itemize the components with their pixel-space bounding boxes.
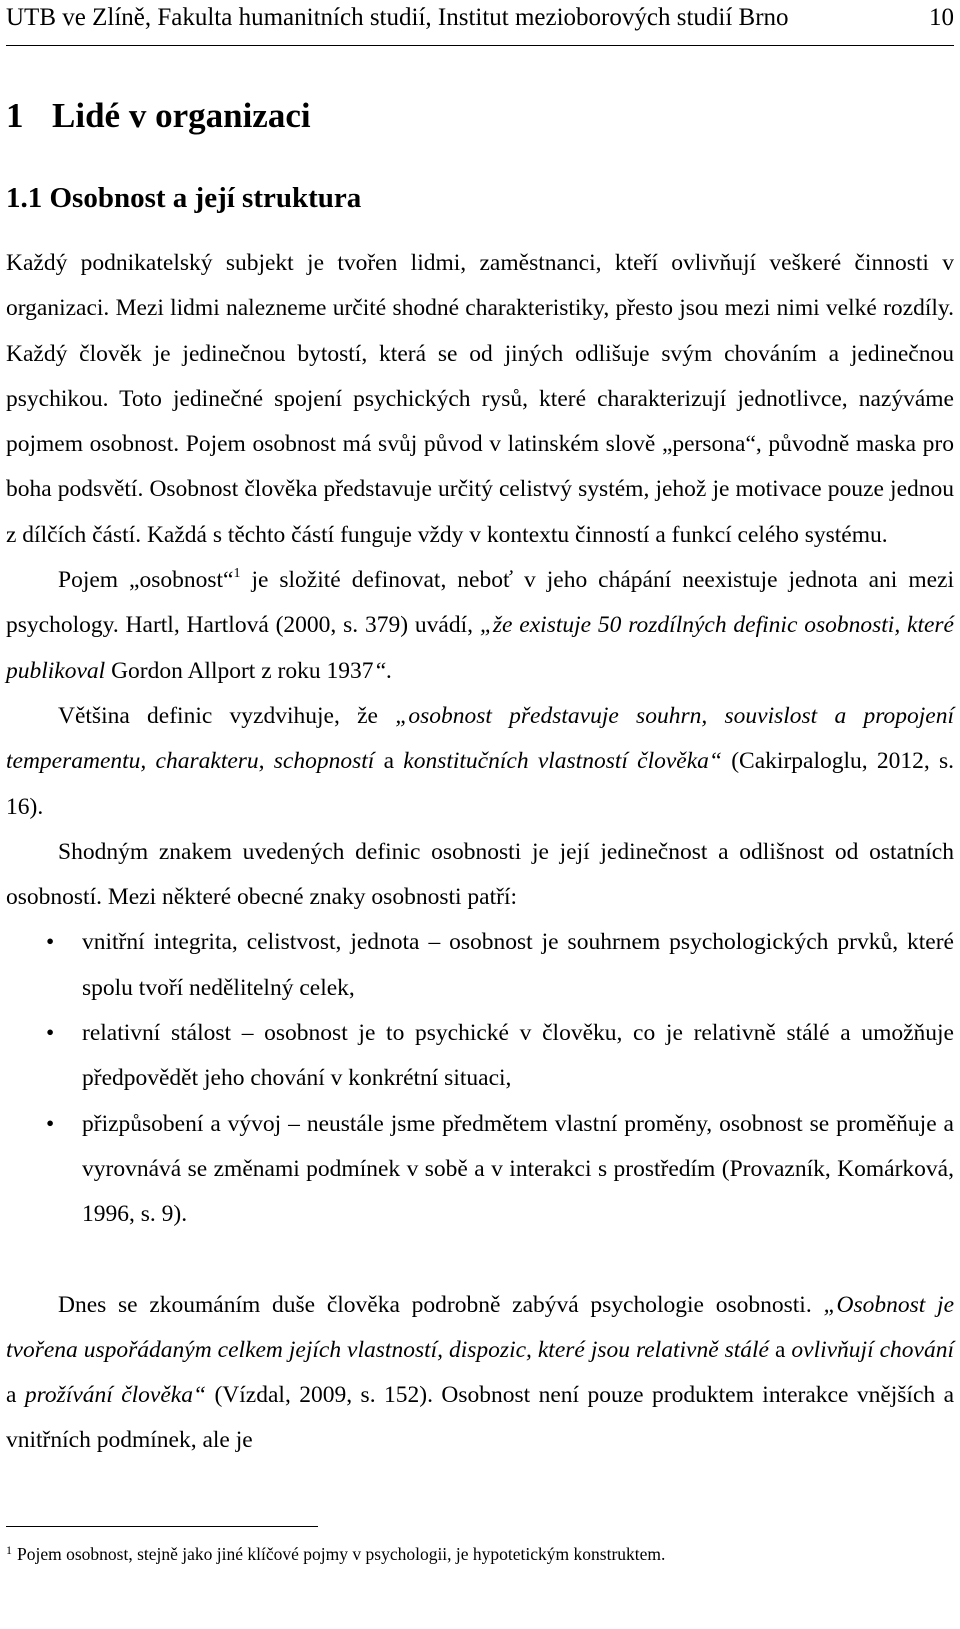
page-number: 10: [929, 4, 954, 31]
paragraph-2-quote-end: “.: [373, 657, 393, 684]
paragraph-5-quote-2: ovlivňují chování: [791, 1336, 954, 1363]
paragraph-3-quote-2: konstitučních vlastností člověka“: [403, 748, 722, 775]
list-item: [6, 1011, 954, 1102]
paragraph-5-quote-1: „Osobnost je tvořena uspořádaným celkem jejích vlastností, dispozic, které jsou relativně stálé: [6, 1291, 954, 1363]
bullet-icon: •: [46, 1020, 55, 1047]
paragraph-5-text-c: a: [6, 1382, 25, 1409]
paragraph-5-quote-3: prožívání člověka“: [24, 1382, 207, 1409]
body-text: [6, 241, 954, 1464]
header-rule: [6, 45, 954, 46]
paragraph-4: Shodným znakem uvedených definic osobnosti je její jedinečnost a odlišnost od ostatních osobností. Mezi některé obecné znaky osobnosti patří:: [6, 838, 954, 911]
paragraph-2-text-c: Gordon Allport z roku 1937: [105, 657, 374, 684]
paragraph-2-quote: „že existuje 50 rozdílných definic osobnosti, které publikoval: [6, 612, 954, 684]
footnote: [6, 1542, 954, 1566]
paragraph-5-text-d: (Vízdal, 2009, s. 152). Osobnost není pouze produktem interakce vnějších a vnitřních podmínek, ale je: [6, 1382, 955, 1454]
paragraph-2: [6, 558, 954, 694]
paragraph-1: Každý podnikatelský subjekt je tvořen lidmi, zaměstnanci, kteří ovlivňují veškeré činnosti v organizaci. Mezi lidmi nalezneme určité shodné charakteristiky, přesto jsou mezi nimi velké rozdíly. Každý člověk je jedinečnou bytostí, která se od jiných odlišuje svým chováním a jedinečnou psychikou. Toto jedinečné spojení psychických rysů, které charakterizují jednotlivce, nazýváme pojmem osobnost. Pojem osobnost má svůj původ v latinském slově „persona“, původně maska pro boha podsvětí. Osobnost člověka představuje určitý celistvý systém, jehož je motivace pouze jednou z dílčích částí. Každá s těchto částí funguje vždy v kontextu činností a funkcí celého systému.: [6, 250, 954, 548]
bullet-icon: •: [46, 929, 55, 956]
chapter-title: Lidé v organizaci: [52, 96, 311, 135]
header-text: UTB ve Zlíně, Fakulta humanitních studií, Institut mezioborových studií Brno: [6, 4, 789, 31]
paragraph-2-text-a: Pojem „osobnost“: [58, 567, 234, 594]
chapter-number: 1: [6, 96, 24, 135]
list-item-text: vnitřní integrita, celistvost, jednota – osobnost je souhrnem psychologických prvků, které spolu tvoří nedělitelný celek,: [82, 929, 954, 1001]
list-item-text: relativní stálost – osobnost je to psychické v člověku, co je relativně stálé a umožňuje předpovědět jeho chování v konkrétní situaci,: [82, 1020, 954, 1092]
paragraph-3: [6, 694, 954, 830]
paragraph-5-text-b: a: [769, 1336, 792, 1363]
paragraph-3-text-c: (Cakirpaloglu, 2012, s. 16).: [6, 748, 955, 820]
footnote-reference: 1: [233, 566, 241, 582]
chapter-heading: [6, 94, 311, 138]
paragraph-5-text-a: Dnes se zkoumáním duše člověka podrobně zabývá psychologie osobnosti.: [58, 1291, 824, 1318]
running-header: [6, 3, 954, 33]
paragraph-3-quote-1: „osobnost představuje souhrn, souvislost a propojení temperamentu, charakteru, schopností: [6, 702, 954, 775]
bullet-icon: •: [46, 1110, 55, 1137]
paragraph-5: [6, 1283, 954, 1464]
paragraph-3-text-a: Většina definic vyzdvihuje, že: [58, 702, 396, 729]
paragraph-3-text-b: a: [374, 748, 404, 775]
list-item: [6, 920, 954, 1011]
traits-list: [6, 920, 954, 1237]
footnote-rule: [6, 1526, 318, 1527]
list-item: [6, 1102, 954, 1238]
footnote-number: 1: [6, 1543, 12, 1557]
footnote-text: Pojem osobnost, stejně jako jiné klíčové pojmy v psychologii, je hypotetickým konstruktem.: [17, 1544, 666, 1564]
paragraph-2-text-b: je složité definovat, neboť v jeho chápání neexistuje jednota ani mezi psychology. Hartl, Hartlová (2000, s. 379) uvádí,: [6, 567, 954, 639]
section-heading: 1.1 Osobnost a její struktura: [6, 182, 362, 214]
list-item-text: přizpůsobení a vývoj – neustále jsme předmětem vlastní proměny, osobnost se proměňuje a vyrovnává se změnami podmínek v sobě a v interakci s prostředím (Provazník, Komárková, 1996, s. 9).: [82, 1110, 954, 1228]
